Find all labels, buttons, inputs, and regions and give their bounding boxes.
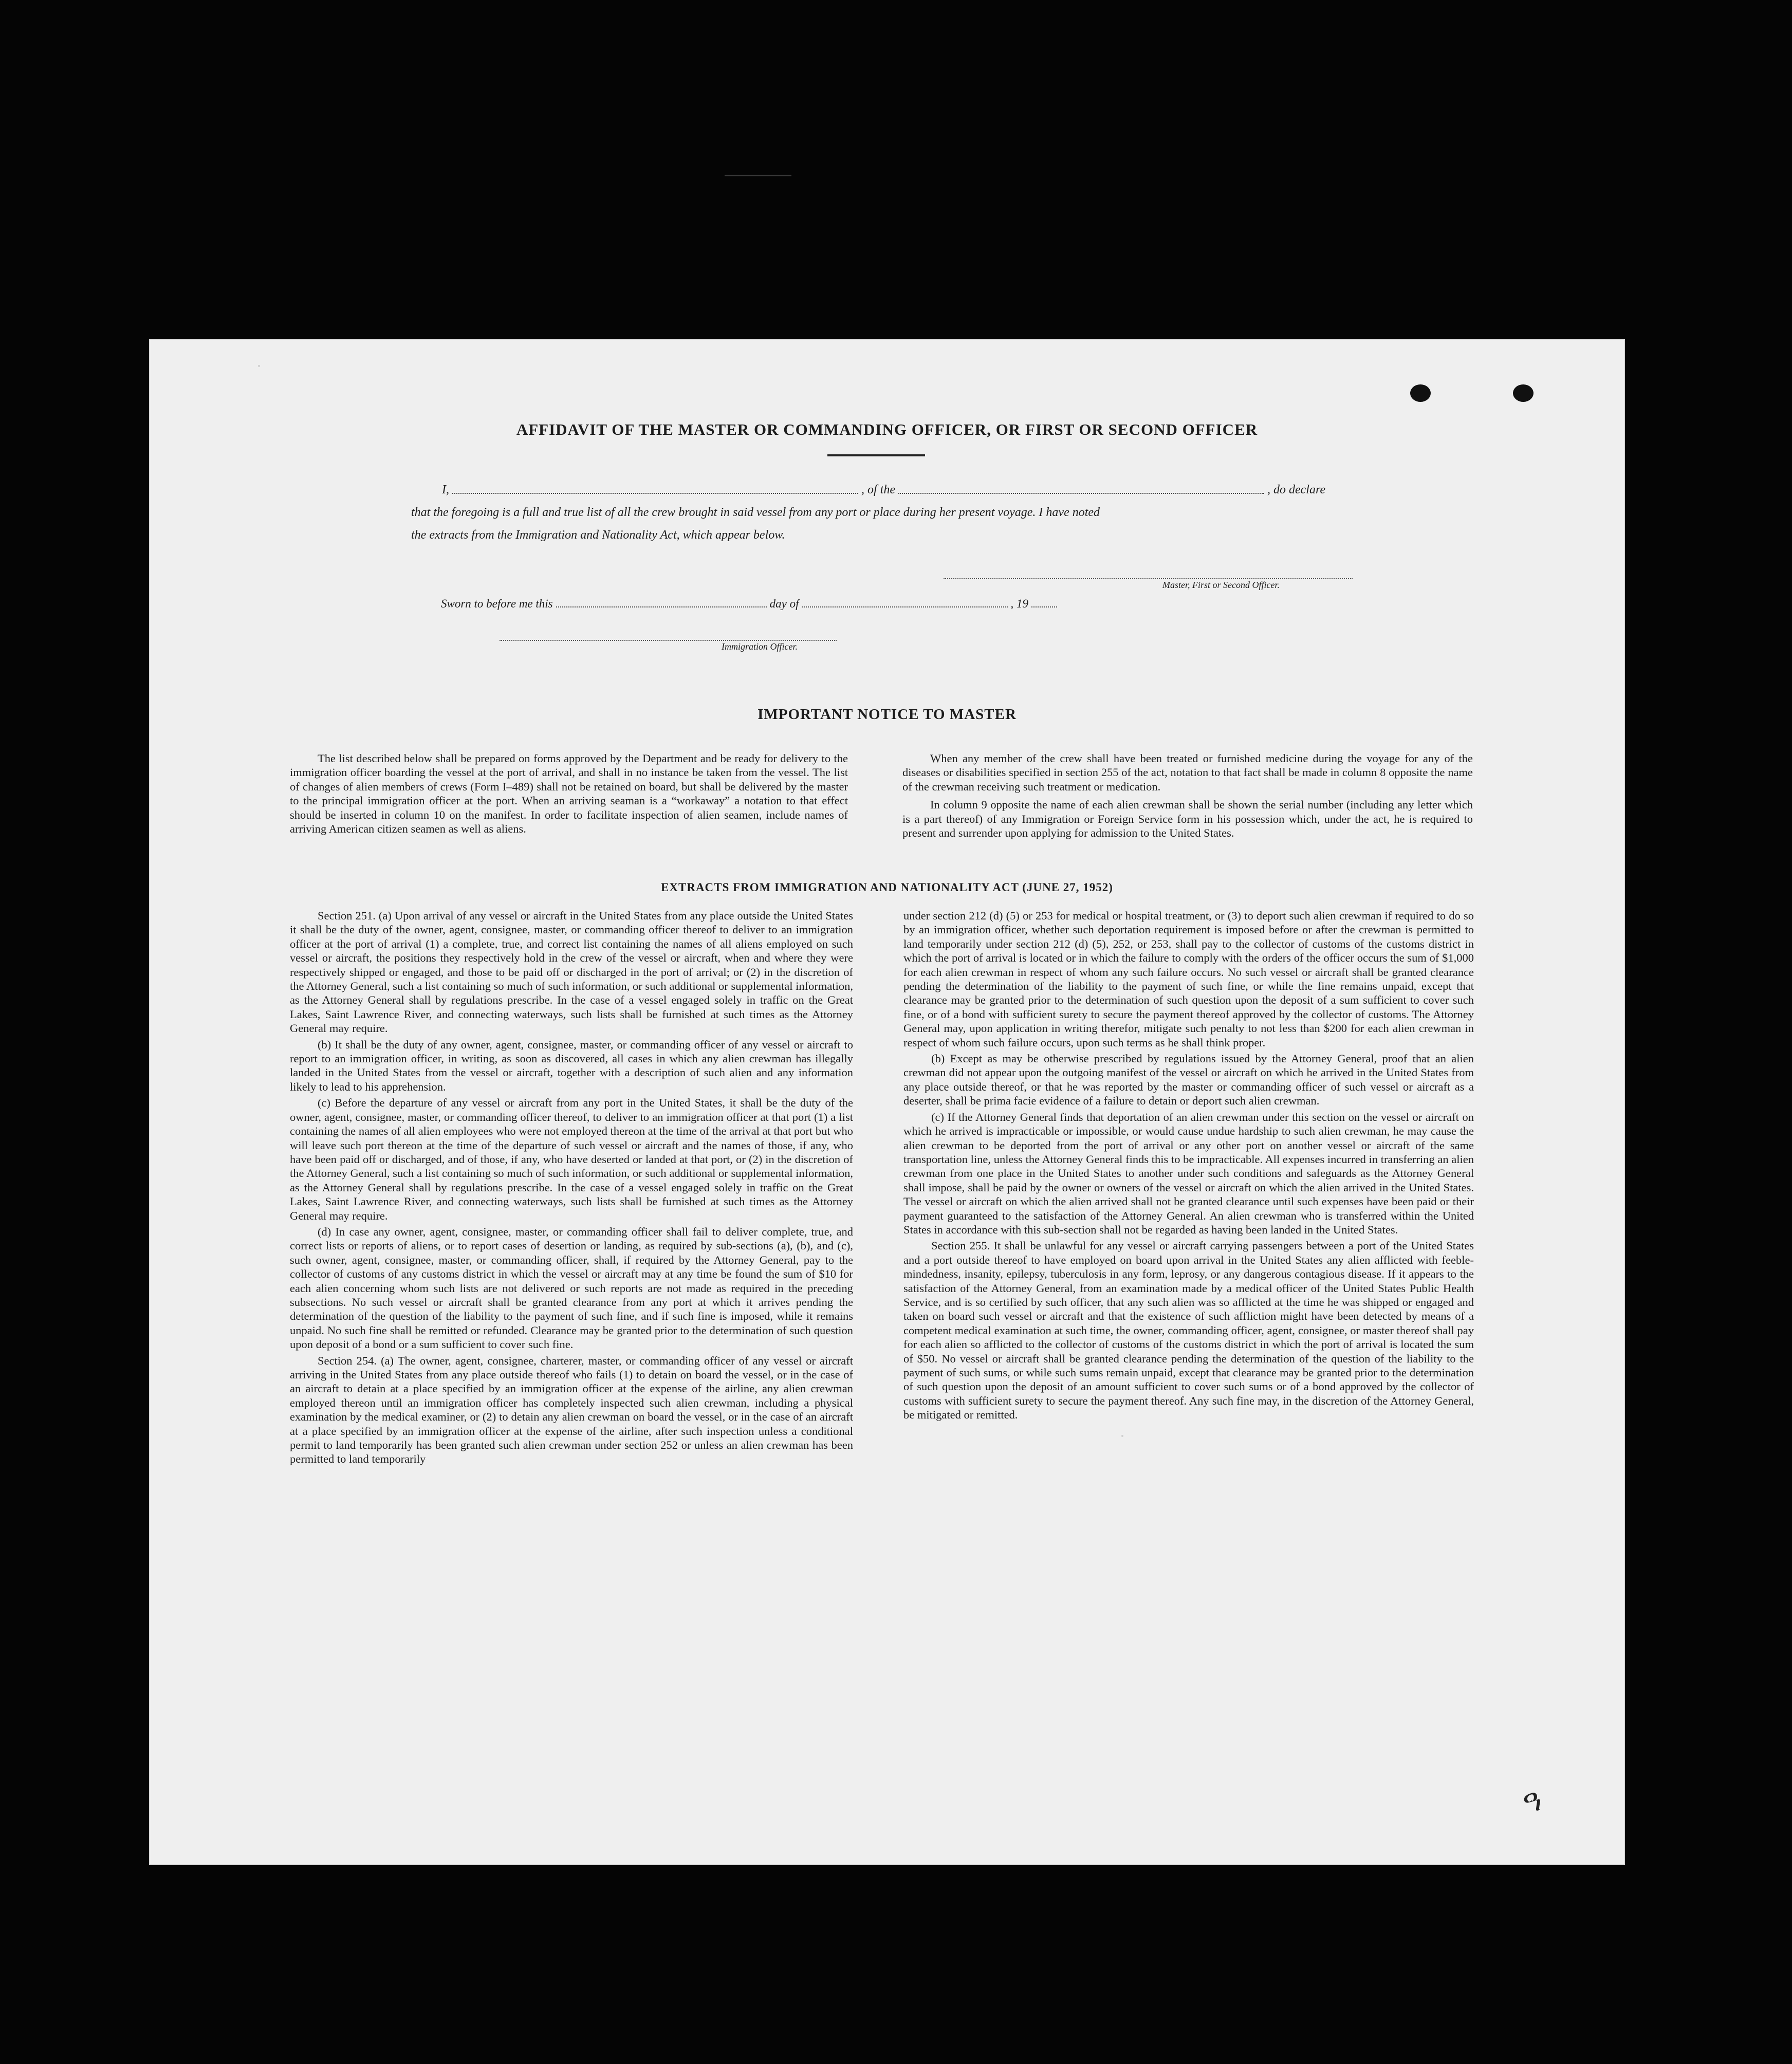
document-page [150, 340, 1624, 1864]
title-underline [827, 454, 925, 456]
immigration-officer-label: Immigration Officer. [722, 641, 798, 652]
extract-right-paragraph: (b) Except as may be otherwise prescribed by regulations issued by the Attorney General, proof that an alien crewman did not appear upon the outgoing manifest of the vessel or aircraft on which he arrived in the United States from any place outside thereof, or that he was reported by the master or commanding officer of such vessel or aircraft as a deserter, shall be prima facie evidence of a failure to detain or deport such alien crewman. [903, 1052, 1474, 1108]
vessel-blank[interactable] [898, 492, 1264, 494]
notice-title: IMPORTANT NOTICE TO MASTER [758, 706, 1017, 723]
scan-speck [1121, 1435, 1123, 1437]
scanner-artifact-line [725, 175, 791, 176]
notice-right-paragraph-2: In column 9 opposite the name of each alien crewman shall be shown the serial number (including any letter which is a part thereof) of any Immigration or Foreign Service form in his possession which, under the act, he is required to present and surrender upon applying for admission to the United States. [902, 798, 1473, 840]
declaration-line-3: the extracts from the Immigration and Nationality Act, which appear below. [411, 528, 785, 542]
declaration-do-declare: , do declare [1267, 483, 1326, 496]
sworn-line [441, 597, 1060, 611]
extract-left-paragraph: Section 251. (a) Upon arrival of any vessel or aircraft in the United States from any place outside the United States it shall be the duty of the owner, agent, consignee, master, or commanding officer thereof to deliver to an immigration officer at the port of arrival (1) a complete, true, and correct list containing the names of all aliens employed on such vessel or aircraft, the positions they respectively hold in the crew of the vessel or aircraft, when and where they were respectively shipped or engaged, and those to be paid off or discharged in the port of arrival; or (2) in the discretion of the Attorney General, such a list containing so much of such information, or such additional or supplemental information, as the Attorney General shall by regulations prescribe. In the case of a vessel engaged solely in traffic on the Great Lakes, Saint Lawrence River, and connecting waterways, such lists shall be furnished at such times as the Attorney General may require. [290, 909, 853, 1035]
handwritten-page-mark: ዓ [1519, 1781, 1546, 1821]
punch-hole-left [1410, 384, 1431, 402]
extract-left-paragraph: (b) It shall be the duty of any owner, agent, consignee, master, or commanding officer of any vessel or aircraft to report to an immigration officer, in writing, as soon as discovered, all cases in which any alien crewman has illegally landed in the United States from the vessel or aircraft, together with a description of such alien and any information likely to lead to his apprehension. [290, 1038, 853, 1093]
notice-right-paragraph-1: When any member of the crew shall have been treated or furnished medicine during the voyage for any of the diseases or disabilities specified in section 255 of the act, notation to that fact shall be made in column 8 opposite the name of the crewman receiving such treatment or medication. [902, 752, 1473, 793]
extracts-right-column [903, 909, 1474, 1424]
affidavit-title: AFFIDAVIT OF THE MASTER OR COMMANDING OFFICER, OR FIRST OR SECOND OFFICER [516, 420, 1258, 438]
master-signature-label: Master, First or Second Officer. [1162, 580, 1280, 590]
master-signature-line[interactable] [944, 578, 1353, 579]
sworn-day-blank[interactable] [556, 606, 767, 607]
notice-right-column [902, 751, 1473, 842]
extract-left-paragraph: (d) In case any owner, agent, consignee, master, or commanding officer shall fail to deliver complete, true, and correct lists or reports of aliens, or to report cases of desertion or landing, as required by sub-sections (a), (b), and (c), such owner, agent, consignee, master, or commanding officer, shall, if required by the Attorney General, pay to the collector of customs of any customs district in which the vessel or aircraft may at any time be found the sum of $10 for each alien concerning whom such lists are not delivered or such reports are not made as required in the preceding subsections. No such vessel or aircraft shall be granted clearance from any port at which it arrives pending the determination of the question of the liability to the payment of such fine, and if such fine is imposed, while it remains unpaid. No such fine shall be remitted or refunded. Clearance may be granted prior to the determination of such question upon deposit of a bond or a sum sufficient to cover such fine. [290, 1225, 853, 1351]
punch-hole-right [1513, 384, 1534, 402]
sworn-year-prefix: , 19 [1010, 597, 1028, 610]
extracts-left-column [290, 909, 853, 1468]
scan-speck [258, 365, 260, 367]
notice-left-column [290, 751, 848, 838]
extract-left-paragraph: (c) Before the departure of any vessel or aircraft from any port in the United States, it shall be the duty of the owner, agent, consignee, master, or commanding officer thereof, to deliver to an immigration officer at that port (1) a list containing the names of all alien employees who were not employed thereon at the time of the arrival at that port but who will leave such port thereon at the time of the departure of such vessel or aircraft and the names of those, if any, who have been paid off or discharged, and of those, if any, who have deserted or landed at that port, or (2) in the discretion of the Attorney General, such a list containing so much of such information, or such additional or supplemental information, as the Attorney General shall by regulations prescribe. In the case of a vessel engaged solely in traffic on the Great Lakes, Saint Lawrence River, and connecting waterways, such lists shall be furnished at such times as the Attorney General may require. [290, 1096, 853, 1222]
extract-left-paragraph: Section 254. (a) The owner, agent, consignee, charterer, master, or commanding officer of any vessel or aircraft arriving in the United States from any place outside thereof who fails (1) to detain on board the vessel, or in the case of an aircraft to detain at a place specified by an immigration officer at the expense of the airline, any alien crewman employed thereon until an immigration officer has completely inspected such alien crewman, including a physical examination by the medical examiner, or (2) to detain any alien crewman on board the vessel, or in the case of an aircraft at a place specified by an immigration officer at the expense of the airline, after such inspection unless a conditional permit to land temporarily has been granted such alien crewman under section 252 or unless an alien crewman has been permitted to land temporarily [290, 1354, 853, 1466]
extract-right-paragraph: (c) If the Attorney General finds that deportation of an alien crewman under this section on the vessel or aircraft on which he arrived is impracticable or impossible, or would cause undue hardship to such alien crewman, he may cause the alien crewman to be deported from the port of arrival or any other port on another vessel or aircraft of the same transportation line, unless the Attorney General finds this to be impracticable. All expenses incurred in transferring an alien crewman from one place in the United States to another under such conditions and safeguards as the Attorney General shall impose, shall be paid by the owner or owners of the vessel or aircraft on which the alien arrived in the United States. The vessel or aircraft on which the alien arrived shall not be granted clearance until such expenses have been paid or their payment guaranteed to the satisfaction of the Attorney General. An alien crewman who is transferred within the United States in accordance with this sub-section shall not be regarded as having been landed in the United States. [903, 1110, 1474, 1236]
immigration-officer-signature-line[interactable] [500, 639, 837, 641]
extract-right-paragraph: under section 212 (d) (5) or 253 for medical or hospital treatment, or (3) to deport such alien crewman if required to do so by an immigration officer, whether such deportation requirement is imposed before or after the crewman is permitted to land temporarily under section 212 (d) (5), 252, or 253, shall pay to the collector of customs of the customs district in which the port of arrival is located or in which the failure to comply with the orders of the officer occurs the sum of $1,000 for each alien crewman in respect of whom any such failure occurs. No such vessel or aircraft shall be granted clearance pending the determination of the liability to the payment of such fine, or while the fine remains unpaid, except that clearance may be granted prior to the determination of such question upon the deposit of a sum sufficient to cover such fine, or of a bond with sufficient surety to secure the payment thereof approved by the collector of customs. The Attorney General may, upon application in writing therefor, mitigate such penalty to not less than $200 for each alien crewman in respect of whom such failure occurs, upon such terms as he shall think proper. [903, 909, 1474, 1049]
extracts-title: EXTRACTS FROM IMMIGRATION AND NATIONALITY ACT (JUNE 27, 1952) [661, 881, 1113, 894]
sworn-month-blank[interactable] [802, 606, 1008, 607]
declaration-i: I, [442, 483, 449, 496]
sworn-prefix: Sworn to before me this [441, 597, 553, 610]
notice-left-paragraph: The list described below shall be prepared on forms approved by the Department and be ready for delivery to the immigration officer boarding the vessel at the port of arrival, and shall in no instance be taken from the vessel. The list of changes of alien members of crews (Form I–489) shall not be retained on board, but shall be delivered by the master to the principal immigration officer at the port. When an arriving seaman is a “workaway” a notation to that effect should be inserted in column 10 on the manifest. In order to facilitate inspection of alien seamen, include names of arriving American citizen seamen as well as aliens. [290, 752, 848, 836]
name-blank[interactable] [452, 492, 858, 494]
declaration-line-2: that the foregoing is a full and true list of all the crew brought in said vessel from any port or place during her present voyage. I have noted [411, 506, 1100, 519]
sworn-day-of: day of [769, 597, 799, 610]
extract-right-paragraph: Section 255. It shall be unlawful for any vessel or aircraft carrying passengers between a port of the United States and a port outside thereof to have employed on board upon arrival in the United States any alien afflicted with feeble-mindedness, insanity, epilepsy, tuberculosis in any form, leprosy, or any dangerous contagious disease. If it appears to the satisfaction of the Attorney General, from an examination made by a medical officer of the United States Public Health Service, and is so certified by such officer, that any such alien was so afflicted at the time he was shipped or engaged and taken on board such vessel or aircraft and that the existence of such affliction might have been detected by means of a competent medical examination at such time, the owner, commanding officer, agent, consignee, or master thereof shall pay for each alien so afflicted to the collector of customs of the customs district in which the port of arrival is located the sum of $50. No vessel or aircraft shall be granted clearance pending the determination of the question of the liability to the payment of such sums, or while such sums remain unpaid, except that clearance may be granted prior to the determination of such question upon the deposit of an amount sufficient to cover such sums or of a bond approved by the collector of customs with sufficient surety to secure the payment thereof. Any such fine may, in the discretion of the Attorney General, be mitigated or remitted. [903, 1239, 1474, 1422]
sworn-year-blank[interactable] [1031, 606, 1057, 607]
declaration-of-the: , of the [861, 483, 895, 496]
declaration-line-1 [442, 483, 1325, 497]
